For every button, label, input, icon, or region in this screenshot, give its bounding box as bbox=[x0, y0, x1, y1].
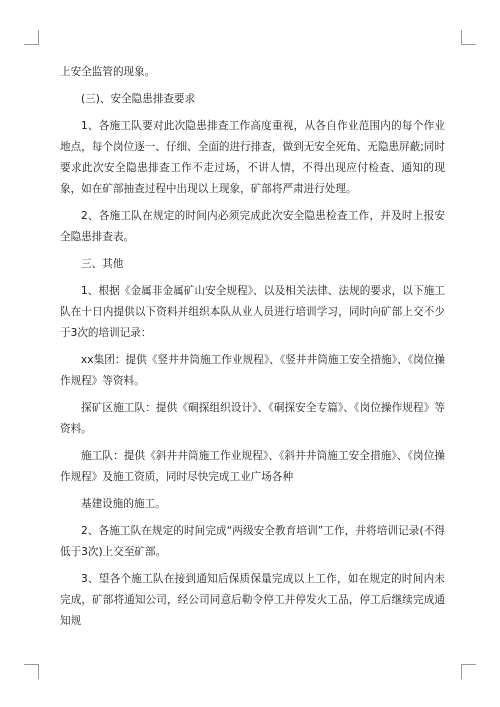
crop-mark-bottom-left bbox=[24, 664, 39, 679]
paragraph-other-item-3: 3、望各个施工队在接到通知后保质保量完成以上工作，如在规定的时间内未完成，矿部将通知公司，经公司同意后勒令停工并停发火工品，停工后继续完成通知规 bbox=[60, 573, 445, 627]
paragraph-group-materials: xx集团：提供《竖井井筒施工作业规程》、《竖井井筒施工安全措施》、《岗位操作规程》等资料。 bbox=[60, 354, 445, 387]
section-heading-other: 三、其他 bbox=[81, 258, 124, 270]
document-body bbox=[60, 62, 445, 638]
paragraph-other-item-1: 1、根据《金属非金属矿山安全规程》、以及相关法律、法规的要求，以下施工队在十日内提供以下资料并组织本队从业人员进行培训学习，同时向矿部上交不少于3次的培训记录： bbox=[60, 285, 445, 339]
crop-mark-bottom-right bbox=[461, 664, 476, 679]
paragraph-construction-team-materials: 施工队：提供《斜井井筒施工作业规程》、《斜井井筒施工安全措施》、《岗位操作规程》及施工资质，同时尽快完成工业广场各种 bbox=[60, 450, 445, 483]
paragraph-other-item-2: 2、各施工队在规定的时间完成“两级安全教育培训”工作，并将培训记录(不得低于3次)上交至矿部。 bbox=[60, 525, 445, 558]
section-heading-hazard-requirements: (三)、安全隐患排查要求 bbox=[81, 93, 196, 105]
paragraph-hazard-item-1: 1、各施工队要对此次隐患排查工作高度重视，从各自作业范围内的每个作业地点，每个岗位逐一、仔细、全面的进行排查，做到无安全死角、无隐患屏蔽;同时要求此次安全隐患排查工作不走过场，不讲人情，不得出现应付检查、通知的现象，如在矿部抽查过程中出现以上现象，矿部将严肃进行处理。 bbox=[60, 120, 445, 195]
paragraph-hazard-item-2: 2、各施工队在规定的时间内必须完成此次安全隐患检查工作，并及时上报安全隐患排查表。 bbox=[60, 210, 445, 243]
paragraph-exploration-team-materials: 探矿区施工队：提供《硐探组织设计》、《硐探安全专篇》、《岗位操作规程》等资料。 bbox=[60, 402, 445, 435]
paragraph-infrastructure: 基建设施的施工。 bbox=[81, 498, 166, 510]
crop-mark-top-right bbox=[461, 30, 476, 45]
paragraph-continuation: 上安全监管的现象。 bbox=[60, 66, 156, 78]
crop-mark-top-left bbox=[24, 30, 39, 45]
